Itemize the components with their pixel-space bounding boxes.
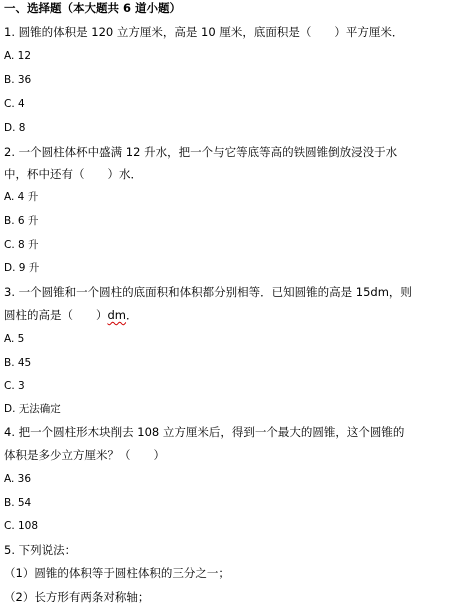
question-2-option-a: A. 4 升 bbox=[4, 191, 39, 203]
question-2-option-b: B. 6 升 bbox=[4, 215, 39, 227]
question-4-option-b: B. 54 bbox=[4, 497, 32, 509]
question-4-text-line-2: 体积是多少立方厘米？（ ） bbox=[4, 448, 165, 462]
question-1-option-a: A. 12 bbox=[4, 50, 32, 62]
question-2-text-line-2: 中，杯中还有（ ）水． bbox=[4, 167, 142, 181]
question-5-statement-2: （2）长方形有两条对称轴； bbox=[4, 590, 150, 604]
question-1-option-b: B. 36 bbox=[4, 74, 32, 86]
question-3-option-d: D. 无法确定 bbox=[4, 403, 61, 415]
question-1-option-c: C. 4 bbox=[4, 98, 25, 110]
question-3-option-c: C. 3 bbox=[4, 380, 25, 392]
question-2-text-line-1: 2. 一个圆柱体杯中盛满 12 升水，把一个与它等底等高的铁圆锥倒放浸没于水 bbox=[4, 145, 398, 159]
question-1-option-d: D. 8 bbox=[4, 122, 26, 134]
question-4-text-line-1: 4. 把一个圆柱形木块削去 108 立方厘米后，得到一个最大的圆锥，这个圆锥的 bbox=[4, 425, 405, 439]
question-2-option-c: C. 8 升 bbox=[4, 239, 39, 251]
question-4-option-c: C. 108 bbox=[4, 520, 39, 532]
question-3-text-line-2 bbox=[4, 307, 138, 323]
question-3-option-b: B. 45 bbox=[4, 357, 32, 369]
question-3-option-a: A. 5 bbox=[4, 333, 25, 345]
question-3-text-line-1: 3. 一个圆锥和一个圆柱的底面积和体积都分别相等．已知圆锥的高是 15dm，则 bbox=[4, 285, 412, 299]
question-2-option-d: D. 9 升 bbox=[4, 262, 40, 274]
question-5-intro: 5. 下列说法： bbox=[4, 543, 77, 557]
section-title: 一、选择题（本大题共 6 道小题） bbox=[4, 1, 182, 15]
question-1-text: 1. 圆锥的体积是 120 立方厘米，高是 10 厘米，底面积是（ ）平方厘米． bbox=[4, 25, 404, 39]
question-3-text-end: ． bbox=[126, 308, 138, 322]
question-3-text-before-unit: 圆柱的高是（ ） bbox=[4, 308, 108, 322]
question-5-statement-1: （1）圆锥的体积等于圆柱体积的三分之一； bbox=[4, 566, 230, 580]
question-4-option-a: A. 36 bbox=[4, 473, 32, 485]
question-3-unit-dm: dm bbox=[107, 308, 127, 322]
